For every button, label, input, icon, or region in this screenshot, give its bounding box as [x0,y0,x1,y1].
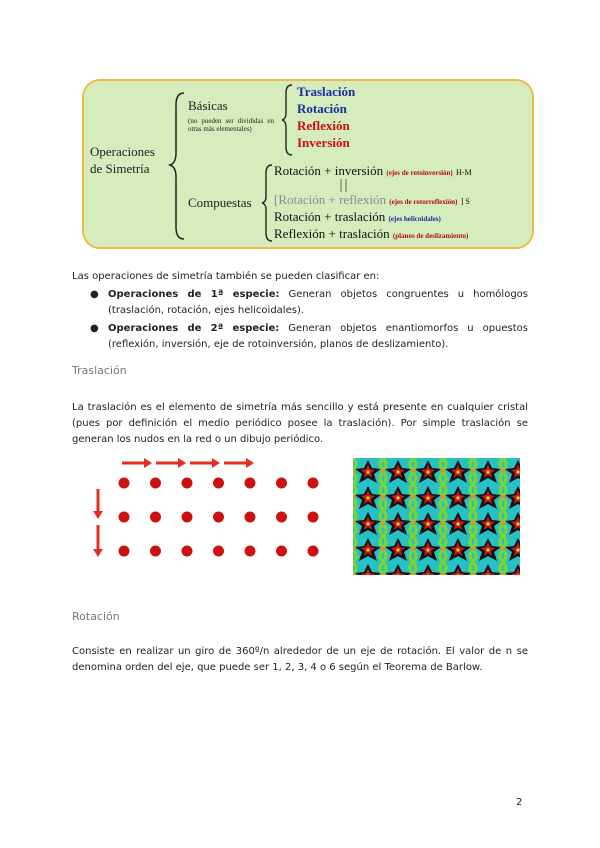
c-main: Reflexión + traslación [274,226,390,241]
basic-item-inversion: Inversión [297,135,350,150]
heading-traslacion: Traslación [72,364,127,377]
basic-item-reflexion: Reflexión [297,118,350,133]
lattice-node [150,546,161,557]
arrow-right-icon [156,458,186,468]
bullet-bold: Operaciones de 2ª especie: [108,323,280,334]
bullet-item-2 [72,321,528,353]
lattice-node [308,546,319,557]
lattice-node [276,546,287,557]
lattice-nodes [119,478,319,557]
root-line-1: Operaciones [90,144,155,159]
lattice-node [308,478,319,489]
basic-item-rotacion: Rotación [297,101,347,116]
lattice-node [119,546,130,557]
lattice-node [182,478,193,489]
traslacion-body: La traslación es el elemento de simetría más sencillo y está presente en cualquier cristal (pues por definición el medio periódico posee la traslación). Por simple traslación se generan los nudos en la red o un dibujo periódico. [72,402,528,445]
c-paren: (planos de deslizamiento) [392,232,469,240]
arrow-right-icon [122,458,152,468]
root-brace-icon [168,91,188,241]
horizontal-arrows [122,458,254,468]
arrow-right-icon [224,458,254,468]
lattice-node [245,512,256,523]
compuestas-label: Compuestas [188,195,252,210]
lattice-node [245,546,256,557]
bullet-text: Generan objetos enantiomorfos u opuestos (reflexión, inversión, eje de rotoinversión, planos de deslizamiento). [108,323,528,350]
bullet-icon: ● [90,323,99,334]
lattice-node [276,512,287,523]
diagram-root-label [90,143,155,177]
arrow-right-icon [190,458,220,468]
lattice-node [245,478,256,489]
compuesta-item-rotoinversion [274,163,472,179]
heading-rotacion: Rotación [72,610,120,623]
lattice-node [213,512,224,523]
translation-lattice-figure [88,455,328,575]
c-paren: (ejes de rotorreflexión) [389,198,458,206]
basicas-brace-icon [280,83,294,157]
bullet-item-1 [72,287,528,319]
lattice-node [276,478,287,489]
bullet-text: Generan objetos congruentes u homólogos (traslación, rotación, ejes helicoidales). [108,289,528,316]
bullet-bold: Operaciones de 1ª especie: [108,289,280,300]
compuesta-item-rotorreflexion [274,192,470,208]
lattice-node [119,478,130,489]
arrow-down-icon [93,489,103,519]
compuesta-item-helicoidal [274,209,441,225]
c-paren: (ejes de rotoinversión) [386,169,453,177]
basicas-note: (no pueden ser divididas en otras más elementales) [188,117,274,133]
symmetry-operations-diagram [82,79,534,249]
page-number: 2 [516,797,523,808]
compuestas-brace-icon [260,163,274,243]
root-line-2: de Simetría [90,161,150,176]
lattice-node [213,546,224,557]
c-tail: ] S [460,197,470,206]
arrow-down-icon [93,525,103,557]
equivalence-bars-icon [337,179,351,193]
lattice-node [119,512,130,523]
c-paren: (ejes helicoidales) [388,215,441,223]
c-tail: H-M [456,168,472,177]
basic-item-traslacion: Traslación [297,84,356,99]
c-main: Rotación + traslación [274,209,386,224]
lattice-node [213,478,224,489]
lattice-node [150,512,161,523]
c-main: [Rotación + reflexión [274,192,387,207]
intro-text: Las operaciones de simetría también se pueden clasificar en: [72,271,380,282]
c-main: Rotación + inversión [274,163,384,178]
lattice-node [150,478,161,489]
lattice-node [308,512,319,523]
lattice-node [182,512,193,523]
bullet-icon: ● [90,289,99,300]
rotacion-body: Consiste en realizar un giro de 360º/n alrededor de un eje de rotación. El valor de n se denomina orden del eje, que puede ser 1, 2, 3, 4 o 6 según el Teorema de Barlow. [72,646,528,673]
lattice-node [182,546,193,557]
compuesta-item-deslizamiento [274,226,468,242]
periodic-pattern-image [353,458,520,575]
vertical-arrows [93,489,103,557]
basicas-label: Básicas [188,98,228,113]
species-bullet-list [72,287,528,355]
